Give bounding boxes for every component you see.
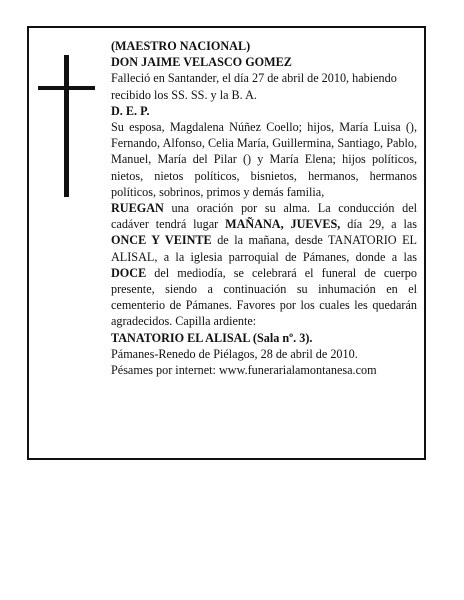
cross-icon-arm: [38, 86, 95, 90]
ceremony-text-1: una oración por su alma. La conducción del cadáver tendrá lugar: [111, 201, 417, 232]
place-date: Pámanes-Renedo de Piélagos, 28 de abril de 2010.: [111, 346, 358, 361]
ceremony-details: [111, 200, 417, 330]
ceremony-time: ONCE Y VEINTE: [111, 233, 212, 248]
chapel: TANATORIO EL ALISAL (Sala nº. 3).: [111, 330, 313, 345]
cross-icon: [64, 55, 69, 197]
title: (MAESTRO NACIONAL): [111, 39, 251, 53]
obituary-text: [111, 38, 417, 378]
family-list: Su esposa, Magdalena Núñez Coello; hijos, María Luisa (), Fernando, Alfonso, Celia María, Guillermina, Santiago, Pablo, Manuel, María del Pilar () y María Elena; hijos políticos, nietos, nietos políticos, bisnietos, hermanos, hermanos políticos, sobrinos, primos y demás familia,: [111, 120, 417, 199]
deceased-name: DON JAIME VELASCO GOMEZ: [111, 55, 292, 70]
funeral-time: DOCE: [111, 265, 147, 280]
ceremony-text-2: día 29, a las: [340, 217, 417, 232]
ceremony-text-3: de la mañana, desde TANATORIO EL ALISAL, a la iglesia parroquial de Pámanes, donde a las: [111, 233, 417, 264]
ceremony-text-4: del mediodía, se celebrará el funeral de cuerpo presente, siendo a continuación su inhumación en el cementerio de Pámanes. Favores por los cuales les quedarán agradecidos. Capilla ardiente:: [111, 265, 417, 329]
ruegan: RUEGAN: [111, 201, 164, 216]
ceremony-day: MAÑANA, JUEVES,: [225, 217, 341, 232]
dep: D. E. P.: [111, 103, 150, 118]
death-notice: Falleció en Santander, el día 27 de abril de 2010, habiendo recibido los SS. SS. y la B. A.: [111, 71, 397, 102]
condolences: Pésames por internet: www.funerarialamontanesa.com: [111, 363, 377, 378]
